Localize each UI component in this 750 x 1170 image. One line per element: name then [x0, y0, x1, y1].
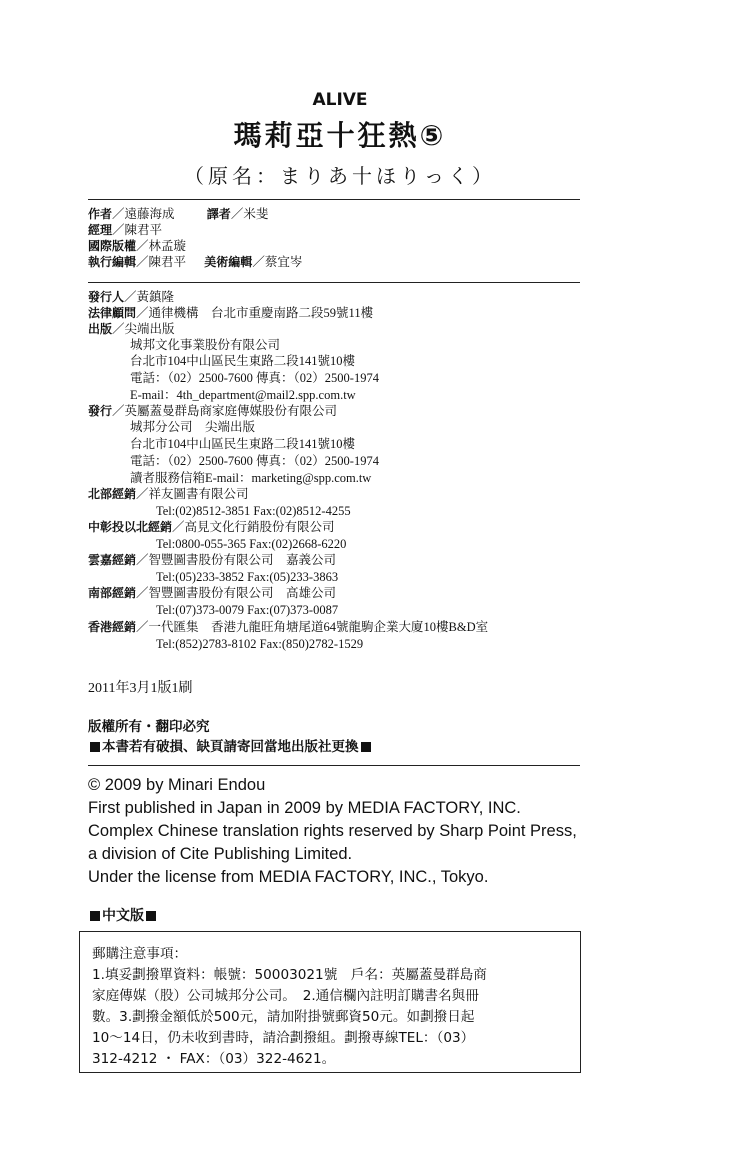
- divider: [88, 199, 580, 200]
- order-notice-title: 郵購注意事項：: [92, 946, 188, 962]
- publish-detail: E-mail：4th_department@mail2.spp.com.tw: [130, 388, 356, 402]
- edition-label: 中文版: [88, 905, 158, 925]
- publish-line: 出版／尖端出版: [88, 322, 175, 336]
- copyright-line: © 2009 by Minari Endou: [88, 776, 266, 794]
- distributor-line: 香港經銷／一代匯集 香港九龍旺角塘尾道64號龍駒企業大廈10樓B&D室: [88, 620, 489, 634]
- issuer-line: 發行人／黃鎮隆: [88, 290, 175, 304]
- square-bullet-icon: [146, 911, 156, 921]
- square-bullet-icon: [361, 742, 371, 752]
- divider: [88, 282, 580, 283]
- publish-detail: 電話：（02）2500-7600 傳真：（02）2500-1974: [130, 371, 379, 385]
- legal-line: 法律顧問／通律機構 台北市重慶南路二段59號11樓: [88, 306, 374, 320]
- order-notice-box: [79, 931, 581, 1073]
- order-notice-line: 312-4212 ・ FAX：（03）322-4621。: [92, 1051, 336, 1067]
- distribute-detail: 電話：（02）2500-7600 傳真：（02）2500-1974: [130, 454, 379, 468]
- order-notice-line: 數。3.劃撥金額低於500元，請加附掛號郵資50元。如劃撥日起: [92, 1009, 475, 1025]
- rights-notice: 版權所有・翻印必究: [88, 719, 210, 735]
- copyright-line: Under the license from MEDIA FACTORY, INC., Tokyo.: [88, 868, 489, 886]
- copyright-line: a division of Cite Publishing Limited.: [88, 845, 353, 863]
- original-title: （原名：まりあ十ほりっく）: [184, 164, 496, 188]
- order-notice-line: 10～14日，仍未收到書時，請洽劃撥組。劃撥專線TEL：（03）: [92, 1030, 475, 1046]
- distribute-detail: 讀者服務信箱E-mail：marketing@spp.com.tw: [130, 471, 372, 485]
- copyright-line: Complex Chinese translation rights reserved by Sharp Point Press,: [88, 822, 577, 840]
- divider: [88, 765, 580, 766]
- distributor-contact: Tel:(05)233-3852 Fax:(05)233-3863: [156, 570, 339, 584]
- distributor-contact: Tel:(07)373-0079 Fax:(07)373-0087: [156, 603, 339, 617]
- order-notice-line: 家庭傳媒（股）公司城邦分公司。 2.通信欄內註明訂購書名與冊: [92, 988, 479, 1004]
- distribute-line: 發行／英屬蓋曼群島商家庭傳媒股份有限公司: [88, 404, 338, 418]
- distributor-contact: Tel:(02)8512-3851 Fax:(02)8512-4255: [156, 504, 351, 518]
- publish-detail: 台北市104中山區民生東路二段141號10樓: [130, 354, 356, 368]
- distributor-contact: Tel:(852)2783-8102 Fax:(850)2782-1529: [156, 637, 364, 651]
- replace-notice: 本書若有破損、缺頁請寄回當地出版社更換: [88, 735, 373, 755]
- staff-line: 作者／遠藤海成 譯者／米斐: [88, 207, 269, 221]
- distributor-line: 雲嘉經銷／智豐圖書股份有限公司 嘉義公司: [88, 553, 337, 567]
- distribute-detail: 台北市104中山區民生東路二段141號10樓: [130, 437, 356, 451]
- series-name: ALIVE: [312, 90, 368, 110]
- publish-detail: 城邦文化事業股份有限公司: [130, 338, 281, 352]
- book-title: 瑪莉亞十狂熱⑤: [233, 119, 447, 152]
- square-bullet-icon: [90, 911, 100, 921]
- distributor-line: 北部經銷／祥友圖書有限公司: [88, 487, 249, 501]
- copyright-line: First published in Japan in 2009 by MEDIA FACTORY, INC.: [88, 799, 521, 817]
- distribute-detail: 城邦分公司 尖端出版: [130, 420, 256, 434]
- distributor-line: 中彰投以北經銷／高見文化行銷股份有限公司: [88, 520, 335, 534]
- staff-line: 執行編輯／陳君平 美術編輯／蔡宜岑: [88, 255, 303, 269]
- staff-line: 國際版權／林孟璇: [88, 239, 187, 253]
- staff-line: 經理／陳君平: [88, 223, 163, 237]
- order-notice-line: 1.填妥劃撥單資料：帳號：50003021號 戶名：英屬蓋曼群島商: [92, 967, 487, 983]
- square-bullet-icon: [90, 742, 100, 752]
- distributor-line: 南部經銷／智豐圖書股份有限公司 高雄公司: [88, 586, 337, 600]
- print-date: 2011年3月1版1刷: [88, 681, 193, 696]
- distributor-contact: Tel:0800-055-365 Fax:(02)2668-6220: [156, 537, 347, 551]
